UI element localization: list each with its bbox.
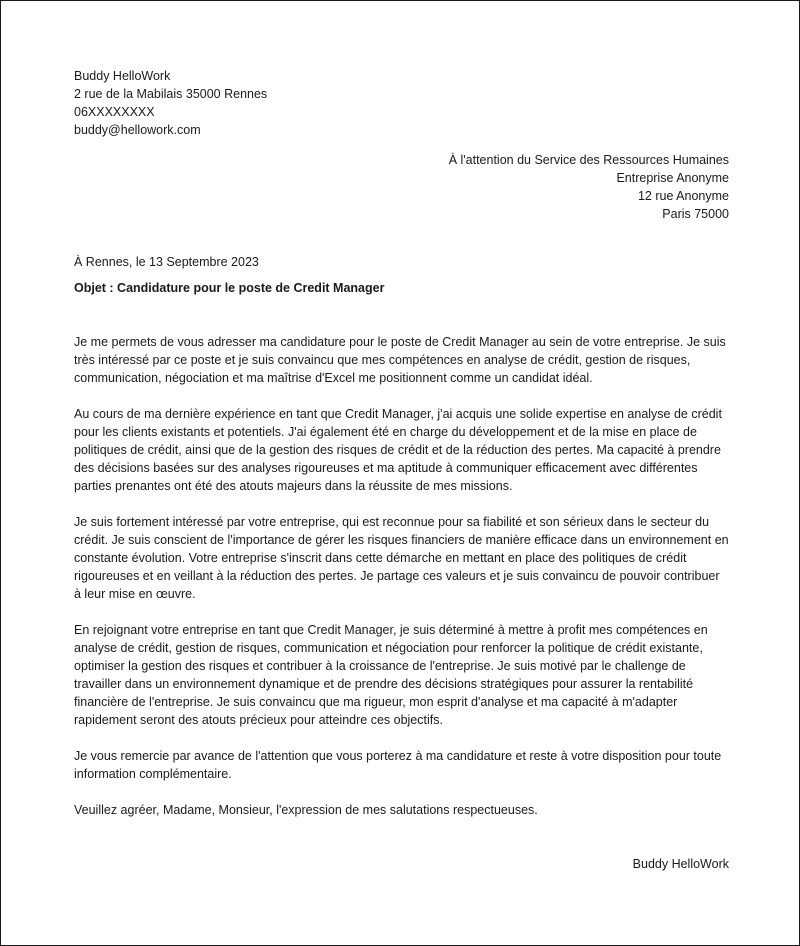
cover-letter [74,67,729,873]
sender-name: Buddy HelloWork [74,69,171,83]
closing-formula: Veuillez agréer, Madame, Monsieur, l'expression de mes salutations respectueuses. [74,803,538,817]
sender-address: 2 rue de la Mabilais 35000 Rennes [74,87,268,101]
recipient-city: Paris 75000 [662,207,729,221]
letter-subject: Objet : Candidature pour le poste de Credit Manager [74,281,385,295]
recipient-attention: À l'attention du Service des Ressources Humaines [448,153,729,167]
body-paragraph: Je vous remercie par avance de l'attention que vous porterez à ma candidature et reste à votre disposition pour toute information complémentaire. [74,749,722,781]
letter-body [74,333,729,783]
recipient-company: Entreprise Anonyme [616,171,729,185]
recipient-block [74,151,729,223]
body-paragraph: Au cours de ma dernière expérience en tant que Credit Manager, j'ai acquis une solide expertise en analyse de crédit pour les clients existants et potentiels. J'ai également été en charge du développement et de la mise en place de politiques de crédit, ainsi que de la gestion des risques de crédit et de la réduction des pertes. Ma capacité à prendre des décisions basées sur des analyses rigoureuses et ma aptitude à communiquer efficacement avec différentes parties prenantes ont été des atouts majeurs dans la réussite de mes missions. [74,407,722,493]
sender-email: buddy@hellowork.com [74,123,201,137]
body-paragraph: Je me permets de vous adresser ma candidature pour le poste de Credit Manager au sein de votre entreprise. Je suis très intéressé par ce poste et je suis convaincu que mes compétences en analyse de crédit, gestion de risques, communication, négociation et ma maîtrise d'Excel me positionnent comme un candidat idéal. [74,335,726,385]
body-paragraph: En rejoignant votre entreprise en tant que Credit Manager, je suis déterminé à mettre à profit mes compétences en analyse de crédit, gestion de risques, communication et négociation pour renforcer la politique de crédit existante, optimiser la gestion des risques et contribuer à la croissance de l'entreprise. Je suis motivé par le challenge de travailler dans un environnement dynamique et de prendre des décisions stratégiques pour assurer la rentabilité financière de l'entreprise. Je suis convaincu que ma rigueur, mon esprit d'analyse et ma capacité à m'adapter rapidement seront des atouts précieux pour atteindre ces objectifs. [74,623,708,727]
recipient-street: 12 rue Anonyme [637,189,729,203]
place-and-date: À Rennes, le 13 Septembre 2023 [74,255,259,269]
sender-block [74,67,729,139]
signature: Buddy HelloWork [632,857,729,871]
body-paragraph: Je suis fortement intéressé par votre entreprise, qui est reconnue pour sa fiabilité et son sérieux dans le secteur du crédit. Je suis conscient de l'importance de gérer les risques financiers de manière efficace dans un environnement en constante évolution. Votre entreprise s'inscrit dans cette démarche en mettant en place des politiques de crédit rigoureuses et en veillant à la réduction des pertes. Je partage ces valeurs et je suis convaincu de pouvoir contribuer à leur mise en œuvre. [74,515,729,601]
sender-phone: 06XXXXXXXX [74,105,155,119]
